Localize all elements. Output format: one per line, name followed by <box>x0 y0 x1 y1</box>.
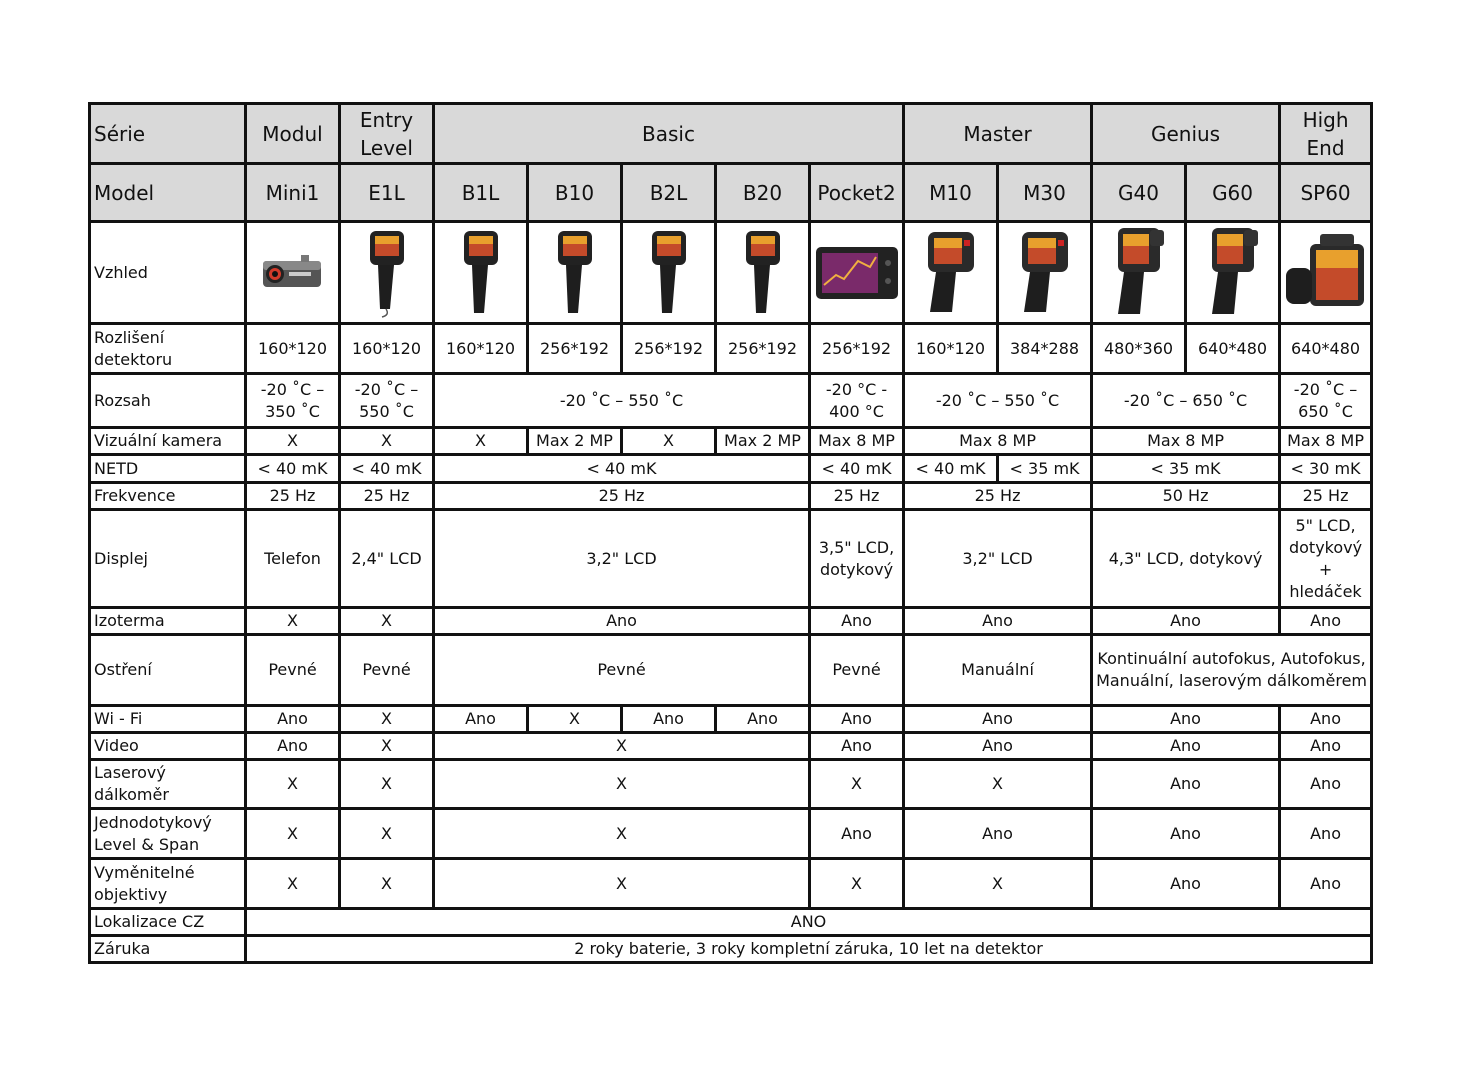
table-cell: 25 Hz <box>434 483 810 510</box>
table-cell: X <box>246 760 340 809</box>
row-label: NETD <box>90 455 246 483</box>
row-label: Vizuální kamera <box>90 428 246 455</box>
table-cell: Ano <box>1280 608 1372 635</box>
lenses-row <box>90 859 1372 909</box>
handheld-camera-image <box>642 227 696 319</box>
table-cell: < 35 mK <box>1092 455 1280 483</box>
series-cell: Genius <box>1092 104 1280 164</box>
model-cell: B2L <box>622 164 716 222</box>
table-cell: 480*360 <box>1092 324 1186 374</box>
table-cell: < 40 mK <box>246 455 340 483</box>
table-cell: 25 Hz <box>1280 483 1372 510</box>
row-label: Rozsah <box>90 374 246 428</box>
table-cell: X <box>340 733 434 760</box>
row-label: Model <box>90 164 246 222</box>
table-cell: < 30 mK <box>1280 455 1372 483</box>
table-cell: X <box>904 859 1092 909</box>
table-cell: Ano <box>1092 760 1280 809</box>
row-label: Lokalizace CZ <box>90 909 246 936</box>
table-cell: Max 8 MP <box>904 428 1092 455</box>
pistol-camera-image <box>1200 226 1266 320</box>
table-cell: Ano <box>716 706 810 733</box>
table-cell: Ano <box>1092 733 1280 760</box>
handheld-camera-image <box>548 227 602 319</box>
model-cell: M30 <box>998 164 1092 222</box>
row-label: Ostření <box>90 635 246 706</box>
product-image-cell <box>716 222 810 324</box>
table-cell: Pevné <box>340 635 434 706</box>
table-cell: Ano <box>434 706 528 733</box>
table-cell: X <box>246 428 340 455</box>
product-image-cell <box>1280 222 1372 324</box>
table-cell: 5" LCD, dotykový + hledáček <box>1280 510 1372 608</box>
table-cell: Ano <box>622 706 716 733</box>
table-cell: 25 Hz <box>810 483 904 510</box>
table-cell: 2,4" LCD <box>340 510 434 608</box>
table-cell: -20 ˚C – 350 ˚C <box>246 374 340 428</box>
table-cell: 25 Hz <box>904 483 1092 510</box>
product-image-cell <box>246 222 340 324</box>
table-cell: Ano <box>810 733 904 760</box>
table-cell: X <box>340 428 434 455</box>
table-cell: Ano <box>810 608 904 635</box>
netd-row <box>90 455 1372 483</box>
warranty-row <box>90 936 1372 963</box>
table-cell: 25 Hz <box>340 483 434 510</box>
model-cell: G40 <box>1092 164 1186 222</box>
table-cell: Ano <box>246 706 340 733</box>
table-cell: Ano <box>246 733 340 760</box>
series-cell: Entry Level <box>340 104 434 164</box>
table-cell: 3,2" LCD <box>434 510 810 608</box>
model-cell: B20 <box>716 164 810 222</box>
table-cell: Telefon <box>246 510 340 608</box>
table-cell: X <box>528 706 622 733</box>
row-label: Rozlišení detektoru <box>90 324 246 374</box>
table-cell: Ano <box>1092 608 1280 635</box>
table-cell: Kontinuální autofokus, Autofokus, Manuální, laserovým dálkoměrem <box>1092 635 1372 706</box>
table-cell: -20 ˚C – 550 ˚C <box>904 374 1092 428</box>
table-cell: < 40 mK <box>904 455 998 483</box>
table-cell: -20 ˚C – 550 ˚C <box>340 374 434 428</box>
focus-row <box>90 635 1372 706</box>
table-cell: 256*192 <box>622 324 716 374</box>
row-label: Vyměnitelné objektivy <box>90 859 246 909</box>
model-cell: Pocket2 <box>810 164 904 222</box>
row-label: Displej <box>90 510 246 608</box>
table-cell: X <box>434 809 810 859</box>
table-cell: 384*288 <box>998 324 1092 374</box>
table-cell: Ano <box>1280 809 1372 859</box>
pistol-camera-image <box>916 228 986 318</box>
product-image-cell <box>904 222 998 324</box>
table-cell: X <box>340 608 434 635</box>
product-image-cell <box>622 222 716 324</box>
table-cell: 160*120 <box>434 324 528 374</box>
pistol-camera-image <box>1010 228 1080 318</box>
table-cell: X <box>810 760 904 809</box>
table-cell: 4,3" LCD, dotykový <box>1092 510 1280 608</box>
row-label: Záruka <box>90 936 246 963</box>
handheld-camera-image <box>736 227 790 319</box>
table-cell: X <box>340 859 434 909</box>
row-label: Frekvence <box>90 483 246 510</box>
product-image-cell <box>434 222 528 324</box>
product-image-cell <box>1092 222 1186 324</box>
series-row <box>90 104 1372 164</box>
product-image-cell <box>1186 222 1280 324</box>
comparison-table <box>88 102 1373 964</box>
model-cell: B1L <box>434 164 528 222</box>
table-cell: Manuální <box>904 635 1092 706</box>
laser-row <box>90 760 1372 809</box>
table-cell: Pevné <box>434 635 810 706</box>
series-cell: Master <box>904 104 1092 164</box>
row-label: Izoterma <box>90 608 246 635</box>
table-cell: X <box>434 428 528 455</box>
model-row <box>90 164 1372 222</box>
table-cell: Ano <box>1092 809 1280 859</box>
table-cell: 2 roky baterie, 3 roky kompletní záruka, 10 let na detektor <box>246 936 1372 963</box>
table-cell: X <box>340 809 434 859</box>
table-cell: Pevné <box>810 635 904 706</box>
localization-row <box>90 909 1372 936</box>
video-row <box>90 733 1372 760</box>
table-cell: X <box>622 428 716 455</box>
table-cell: 25 Hz <box>246 483 340 510</box>
table-cell: Ano <box>1280 859 1372 909</box>
table-cell: X <box>246 809 340 859</box>
table-cell: 160*120 <box>904 324 998 374</box>
table-cell: 160*120 <box>340 324 434 374</box>
wifi-row <box>90 706 1372 733</box>
table-cell: < 40 mK <box>340 455 434 483</box>
table-cell: Ano <box>904 608 1092 635</box>
table-cell: X <box>904 760 1092 809</box>
isotherm-row <box>90 608 1372 635</box>
table-cell: -20 ˚C – 550 ˚C <box>434 374 810 428</box>
resolution-row <box>90 324 1372 374</box>
table-cell: Ano <box>904 733 1092 760</box>
table-cell: Ano <box>904 706 1092 733</box>
model-cell: G60 <box>1186 164 1280 222</box>
table-cell: X <box>434 760 810 809</box>
table-cell: Max 2 MP <box>716 428 810 455</box>
table-cell: < 40 mK <box>810 455 904 483</box>
handheld-camera-image <box>454 227 508 319</box>
camera-module-image <box>261 251 325 295</box>
table-cell: 50 Hz <box>1092 483 1280 510</box>
table-cell: -20 ˚C – 650 ˚C <box>1280 374 1372 428</box>
table-cell: 256*192 <box>810 324 904 374</box>
table-cell: < 40 mK <box>434 455 810 483</box>
handheld-camera-image <box>360 227 414 319</box>
table-cell: Ano <box>1092 706 1280 733</box>
table-cell: X <box>246 859 340 909</box>
camera-row <box>90 428 1372 455</box>
product-image-cell <box>998 222 1092 324</box>
range-row <box>90 374 1372 428</box>
table-cell: Max 2 MP <box>528 428 622 455</box>
model-cell: B10 <box>528 164 622 222</box>
row-label: Wi - Fi <box>90 706 246 733</box>
table-cell: Ano <box>904 809 1092 859</box>
table-cell: Ano <box>434 608 810 635</box>
table-cell: 256*192 <box>716 324 810 374</box>
row-label: Vzhled <box>90 222 246 324</box>
table-cell: < 35 mK <box>998 455 1092 483</box>
pocket-camera-image <box>814 245 900 301</box>
model-cell: E1L <box>340 164 434 222</box>
model-cell: M10 <box>904 164 998 222</box>
table-cell: X <box>434 859 810 909</box>
table-cell: 640*480 <box>1280 324 1372 374</box>
table-cell: Ano <box>1092 859 1280 909</box>
row-label: Jednodotykový Level & Span <box>90 809 246 859</box>
product-image-cell <box>810 222 904 324</box>
table-cell: Max 8 MP <box>1280 428 1372 455</box>
table-cell: 3,2" LCD <box>904 510 1092 608</box>
table-cell: X <box>340 706 434 733</box>
table-cell: 640*480 <box>1186 324 1280 374</box>
table-cell: Max 8 MP <box>810 428 904 455</box>
table-cell: X <box>340 760 434 809</box>
table-cell: -20 ˚C – 650 ˚C <box>1092 374 1280 428</box>
row-label: Video <box>90 733 246 760</box>
table-cell: X <box>246 608 340 635</box>
table-cell: Ano <box>1280 706 1372 733</box>
appearance-row <box>90 222 1372 324</box>
display-row <box>90 510 1372 608</box>
model-cell: SP60 <box>1280 164 1372 222</box>
model-cell: Mini1 <box>246 164 340 222</box>
row-label: Laserový dálkoměr <box>90 760 246 809</box>
table-cell: ANO <box>246 909 1372 936</box>
table-cell: Pevné <box>246 635 340 706</box>
table-cell: Max 8 MP <box>1092 428 1280 455</box>
table-cell: X <box>810 859 904 909</box>
table-cell: 3,5" LCD, dotykový <box>810 510 904 608</box>
table-cell: -20 °C - 400 °C <box>810 374 904 428</box>
series-cell: Basic <box>434 104 904 164</box>
pistol-camera-image <box>1106 226 1172 320</box>
level-span-row <box>90 809 1372 859</box>
product-image-cell <box>528 222 622 324</box>
series-cell: High End <box>1280 104 1372 164</box>
table-cell: Ano <box>1280 733 1372 760</box>
table-cell: Ano <box>1280 760 1372 809</box>
table-cell: 160*120 <box>246 324 340 374</box>
professional-camera-image <box>1284 230 1368 316</box>
table-cell: Ano <box>810 706 904 733</box>
series-cell: Modul <box>246 104 340 164</box>
row-label: Série <box>90 104 246 164</box>
frequency-row <box>90 483 1372 510</box>
table-cell: Ano <box>810 809 904 859</box>
table-cell: X <box>434 733 810 760</box>
table-cell: 256*192 <box>528 324 622 374</box>
product-image-cell <box>340 222 434 324</box>
